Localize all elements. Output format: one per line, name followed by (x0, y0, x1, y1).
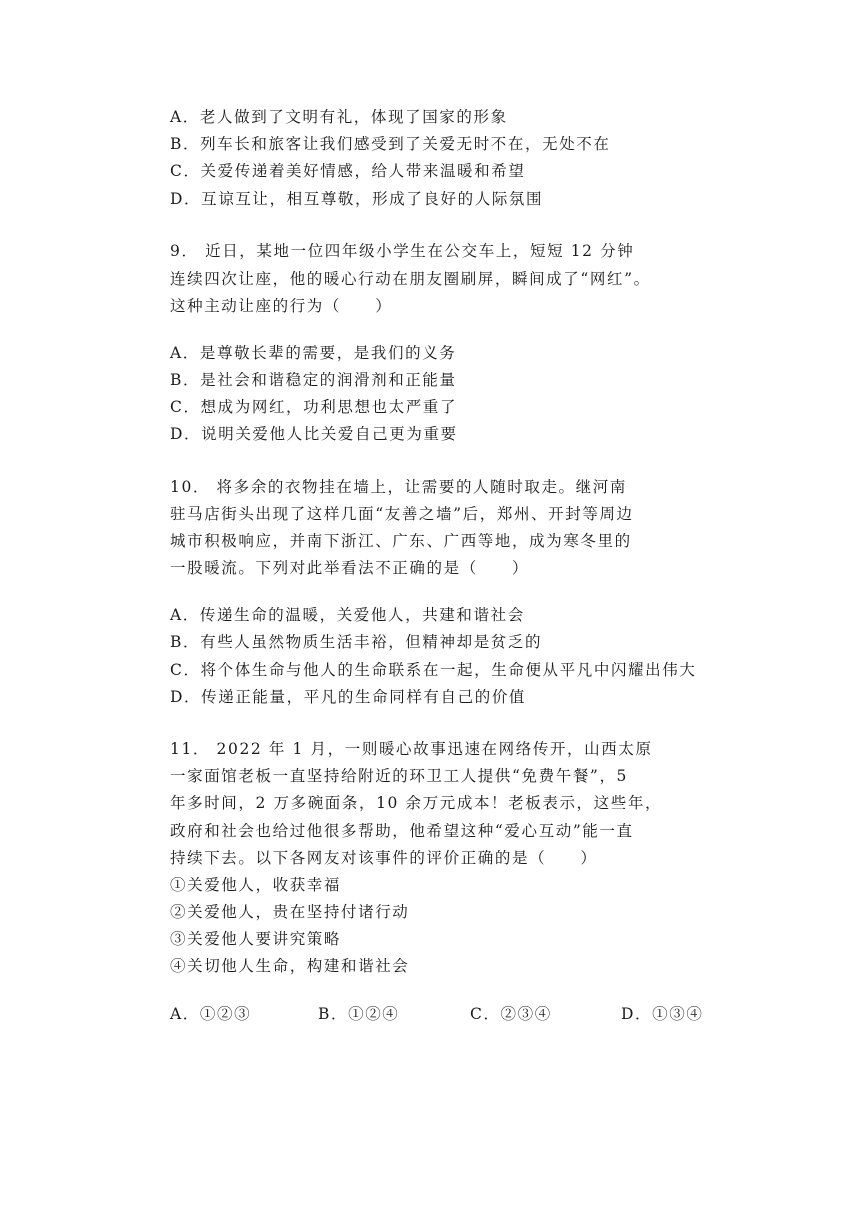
q10-option-d: D．传递正能量，平凡的生命同样有自己的价值 (170, 688, 527, 706)
q8-option-a: A．老人做到了文明有礼，体现了国家的形象 (170, 108, 508, 126)
q11-item: ④关切他人生命，构建和谐社会 (170, 957, 410, 975)
q11-option-b: B．①②④ (318, 1005, 400, 1023)
q9-stem-line: 连续四次让座，他的暖心行动在朋友圈刷屏，瞬间成了“网红”。 (170, 270, 651, 288)
q11-option-d: D．①③④ (621, 1005, 704, 1023)
q11-stem-line: 持续下去。以下各网友对该事件的评价正确的是（ ） (170, 849, 598, 867)
q9-option-d: D．说明关爱他人比关爱自己更为重要 (170, 425, 458, 443)
q9-stem-line: 这种主动让座的行为（ ） (170, 297, 393, 315)
q11-options (170, 1003, 770, 1025)
q11-option-c: C．②③④ (470, 1005, 552, 1023)
q8-option-b: B．列车长和旅客让我们感受到了关爱无时不在，无处不在 (170, 135, 611, 153)
q11-item: ①关爱他人，收获幸福 (170, 876, 342, 894)
q9-stem-line: 9． 近日，某地一位四年级小学生在公交车上，短短 12 分钟 (170, 242, 635, 260)
q9-option-a: A．是尊敬长辈的需要，是我们的义务 (170, 344, 457, 362)
q10-stem-line: 城市积极响应，并南下浙江、广东、广西等地，成为寒冬里的 (170, 532, 632, 550)
q8-option-c: C．关爱传递着美好情感，给人带来温暖和希望 (170, 162, 526, 180)
q10-stem-line: 驻马店街头出现了这样几面“友善之墙”后，郑州、开封等周边 (170, 505, 634, 523)
q10-stem-line: 10． 将多余的衣物挂在墙上，让需要的人随时取走。继河南 (170, 478, 627, 496)
q11-stem-line: 一家面馆老板一直坚持给附近的环卫工人提供“免费午餐”，5 (170, 767, 629, 785)
q11-stem-line: 政府和社会也给过他很多帮助，他希望这种“爱心互动”能一直 (170, 822, 634, 840)
q11-item: ③关爱他人要讲究策略 (170, 930, 342, 948)
q11-stem-line: 年多时间，2 万多碗面条，10 余万元成本！老板表示，这些年， (170, 794, 663, 812)
q10-option-c: C．将个体生命与他人的生命联系在一起，生命便从平凡中闪耀出伟大 (170, 661, 697, 679)
q10-option-a: A．传递生命的温暖，关爱他人，共建和谐社会 (170, 606, 525, 624)
q11-item: ②关爱他人，贵在坚持付诸行动 (170, 903, 410, 921)
q9-option-b: B．是社会和谐稳定的润滑剂和正能量 (170, 371, 457, 389)
q11-option-a: A．①②③ (170, 1005, 252, 1023)
q10-stem-line: 一股暖流。下列对此举看法不正确的是（ ） (170, 559, 530, 577)
q8-option-d: D．互谅互让，相互尊敬，形成了良好的人际氛围 (170, 190, 544, 208)
q10-option-b: B．有些人虽然物质生活丰裕，但精神却是贫乏的 (170, 633, 543, 651)
q11-stem-line: 11． 2022 年 1 月，一则暖心故事迅速在网络传开，山西太原 (170, 740, 653, 758)
q9-option-c: C．想成为网红，功利思想也太严重了 (170, 398, 458, 416)
